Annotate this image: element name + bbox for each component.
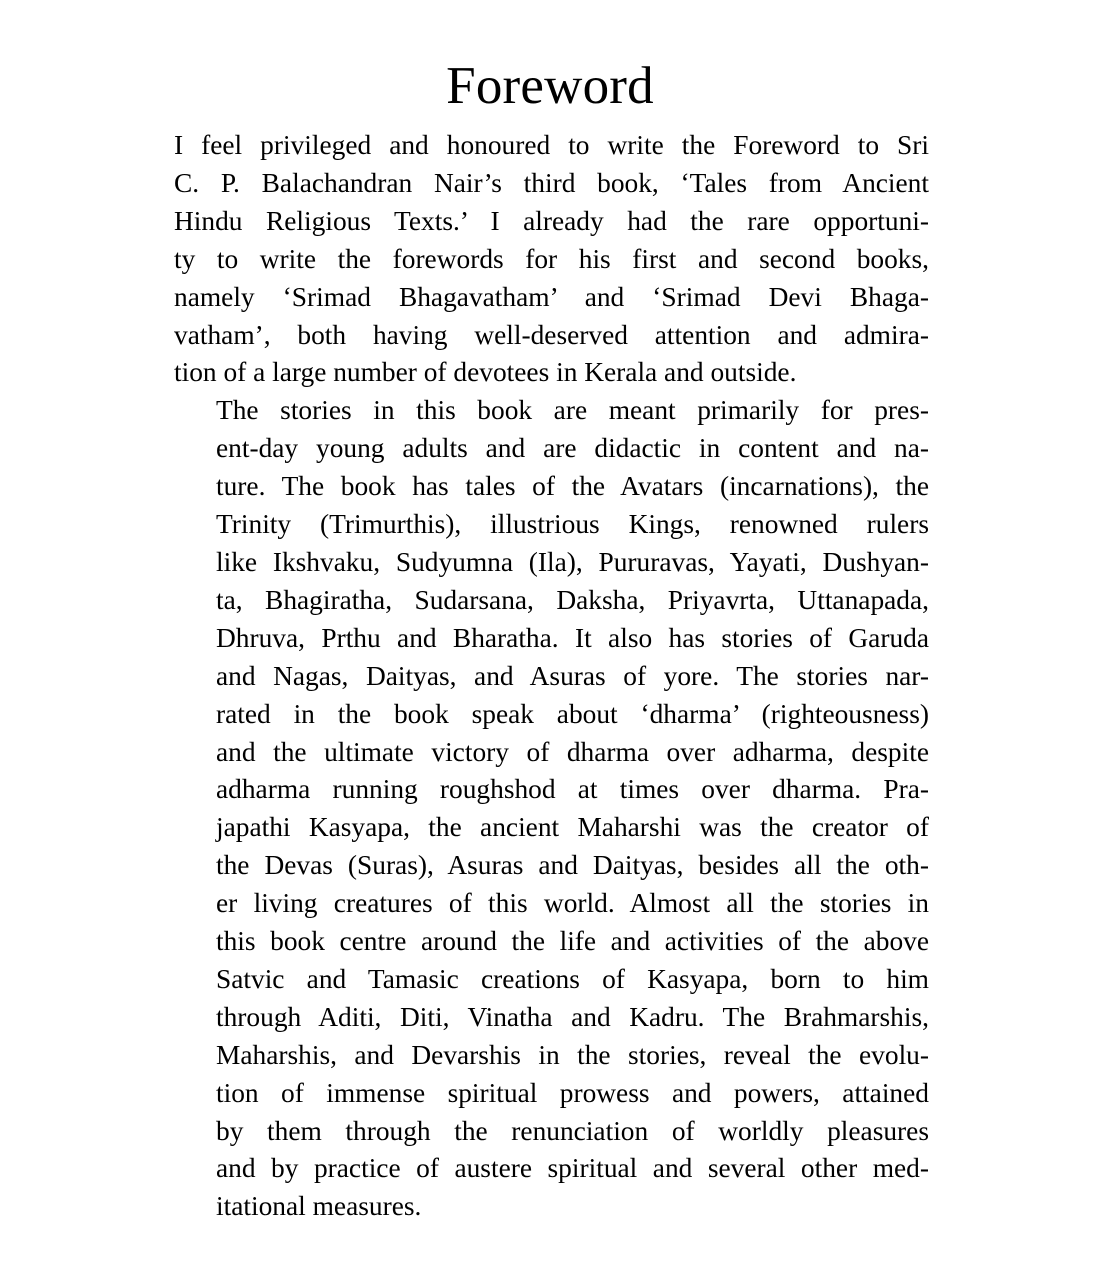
text-line: Hindu Religious Texts.’ I already had the rare opportuni- [174,205,929,236]
text-line: C. P. Balachandran Nair’s third book, ‘Tales from Ancient [174,167,929,198]
text-line: through Aditi, Diti, Vinatha and Kadru. The Brahmarshis, [216,1001,929,1032]
text-line: vatham’, both having well-deserved attention and admira- [174,319,929,350]
text-line: The stories in this book are meant primarily for pres- [216,395,929,426]
body-text-block [174,127,929,1226]
text-line: by them through the renunciation of worldly pleasures [216,1115,929,1146]
text-line: ta, Bhagiratha, Sudarsana, Daksha, Priyavrta, Uttanapada, [216,584,929,615]
page-title: Foreword [446,56,654,115]
text-line: Trinity (Trimurthis), illustrious Kings, renowned rulers [216,509,929,540]
text-line: I feel privileged and honoured to write the Foreword to Sri [174,130,929,160]
text-line: ture. The book has tales of the Avatars (incarnations), the [216,471,929,502]
text-line: rated in the book speak about ‘dharma’ (righteousness) [216,698,929,729]
text-line: the Devas (Suras), Asuras and Daityas, besides all the oth- [216,850,929,881]
paragraph-2 [174,392,929,1226]
text-line: japathi Kasyapa, the ancient Maharshi was the creator of [216,812,929,843]
text-line: tion of immense spiritual prowess and powers, attained [216,1077,929,1108]
text-line: namely ‘Srimad Bhagavatham’ and ‘Srimad Devi Bhaga- [174,281,929,312]
text-line: er living creatures of this world. Almost all the stories in [216,888,929,919]
text-line: and the ultimate victory of dharma over adharma, despite [216,736,929,767]
text-line: this book centre around the life and activities of the above [216,926,929,957]
text-line: Dhruva, Prthu and Bharatha. It also has stories of Garuda [216,622,929,653]
text-line: ent-day young adults and are didactic in content and na- [216,433,929,464]
paragraph-1 [174,127,929,392]
text-line: adharma running roughshod at times over dharma. Pra- [216,774,929,805]
text-line: Satvic and Tamasic creations of Kasyapa, born to him [216,963,929,994]
text-line: and by practice of austere spiritual and several other med- [216,1153,929,1184]
text-line: ty to write the forewords for his first and second books, [174,243,929,274]
text-line: tion of a large number of devotees in Kerala and outside. [174,357,797,388]
text-line: like Ikshvaku, Sudyumna (Ila), Pururavas, Yayati, Dushyan- [216,546,929,577]
text-line: Maharshis, and Devarshis in the stories, reveal the evolu- [216,1039,929,1070]
text-line: itational measures. [216,1191,422,1222]
text-line: and Nagas, Daityas, and Asuras of yore. The stories nar- [216,660,929,691]
